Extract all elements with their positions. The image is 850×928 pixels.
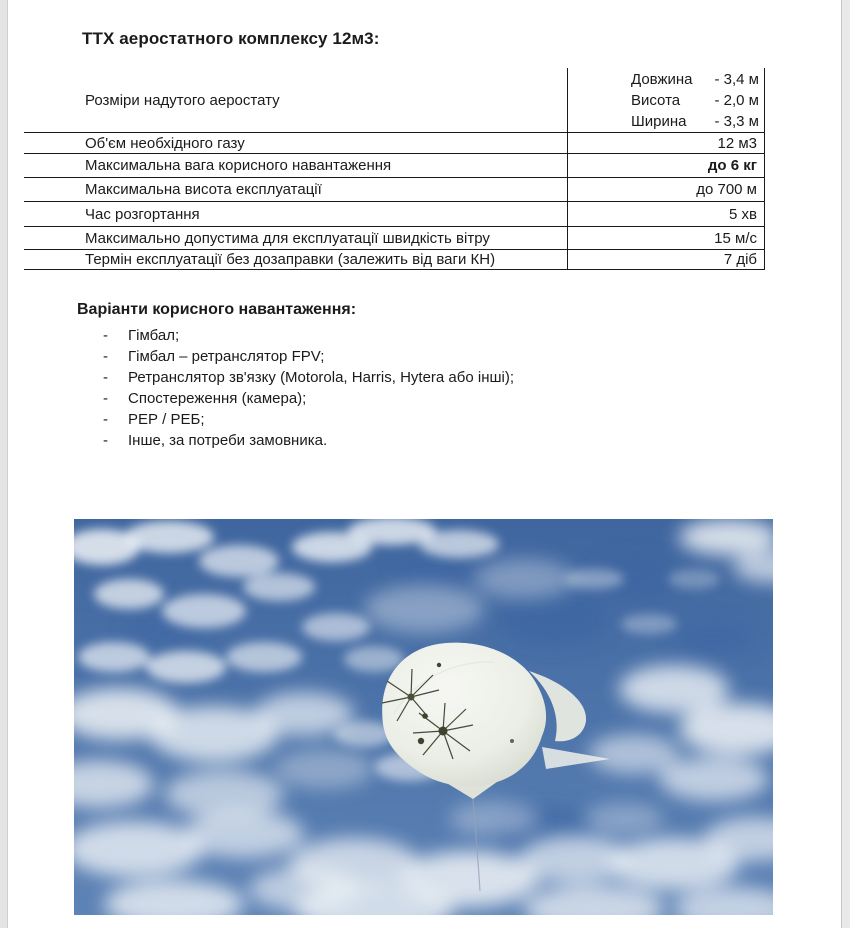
dash-bullet: - [103, 432, 108, 449]
list-item [77, 367, 514, 388]
spec-label: Термін експлуатації без дозаправки (залежить від ваги КН) [24, 250, 567, 270]
spec-label: Максимальна висота експлуатації [24, 178, 567, 202]
dimension-line [631, 90, 759, 111]
table-row [24, 202, 765, 227]
spec-label: Час розгортання [24, 202, 567, 227]
dimension-line [631, 69, 759, 90]
dash-bullet: - [103, 411, 108, 428]
payload-list [77, 325, 514, 451]
spec-value: 5 хв [567, 202, 765, 227]
dimension-name: Висота [631, 91, 681, 109]
sky-image [74, 519, 773, 915]
dash-bullet: - [103, 348, 108, 365]
dimension-line [631, 111, 759, 132]
table-row [24, 68, 765, 133]
spec-value: до 6 кг [567, 154, 765, 178]
table-row [24, 250, 765, 270]
spec-value: 12 м3 [567, 133, 765, 154]
table-row [24, 154, 765, 178]
list-item-text: Гімбал – ретранслятор FPV; [128, 348, 325, 365]
list-item-text: Спостереження (камера); [128, 390, 307, 407]
specs-table [24, 68, 765, 270]
spec-value: 15 м/с [567, 227, 765, 250]
dash-bullet: - [103, 390, 108, 407]
spec-label: Максимально допустима для експлуатації швидкість вітру [24, 227, 567, 250]
spec-value: 7 діб [567, 250, 765, 270]
list-item-text: РЕР / РЕБ; [128, 411, 205, 428]
dimension-name: Довжина [631, 70, 693, 88]
dash-bullet: - [103, 369, 108, 386]
page-edge-left [0, 0, 8, 928]
list-item [77, 409, 514, 430]
list-item-text: Інше, за потреби замовника. [128, 432, 328, 449]
list-item [77, 388, 514, 409]
table-row [24, 178, 765, 202]
dash-bullet: - [103, 327, 108, 344]
aerostat-photo [74, 519, 773, 915]
dimension-name: Ширина [631, 112, 687, 130]
dimension-value: - 3,4 м [714, 70, 759, 88]
spec-label: Об'єм необхідного газу [24, 133, 567, 154]
table-row [24, 133, 765, 154]
page-title: ТТХ аеростатного комплексу 12м3: [82, 29, 380, 48]
list-item [77, 325, 514, 346]
spec-label: Максимальна вага корисного навантаження [24, 154, 567, 178]
dimension-value: - 2,0 м [714, 91, 759, 109]
payload-heading: Варіанти корисного навантаження: [77, 301, 357, 318]
list-item-text: Гімбал; [128, 327, 180, 344]
list-item [77, 430, 514, 451]
spec-value: до 700 м [567, 178, 765, 202]
dimension-value: - 3,3 м [714, 112, 759, 130]
spec-label: Розміри надутого аеростату [24, 68, 567, 133]
list-item-text: Ретранслятор зв'язку (Motorola, Harris, Hytera або інші); [128, 369, 515, 386]
dimensions-block [568, 69, 759, 132]
table-row [24, 227, 765, 250]
page-edge-right [841, 0, 850, 928]
list-item [77, 346, 514, 367]
spec-value [567, 68, 765, 133]
